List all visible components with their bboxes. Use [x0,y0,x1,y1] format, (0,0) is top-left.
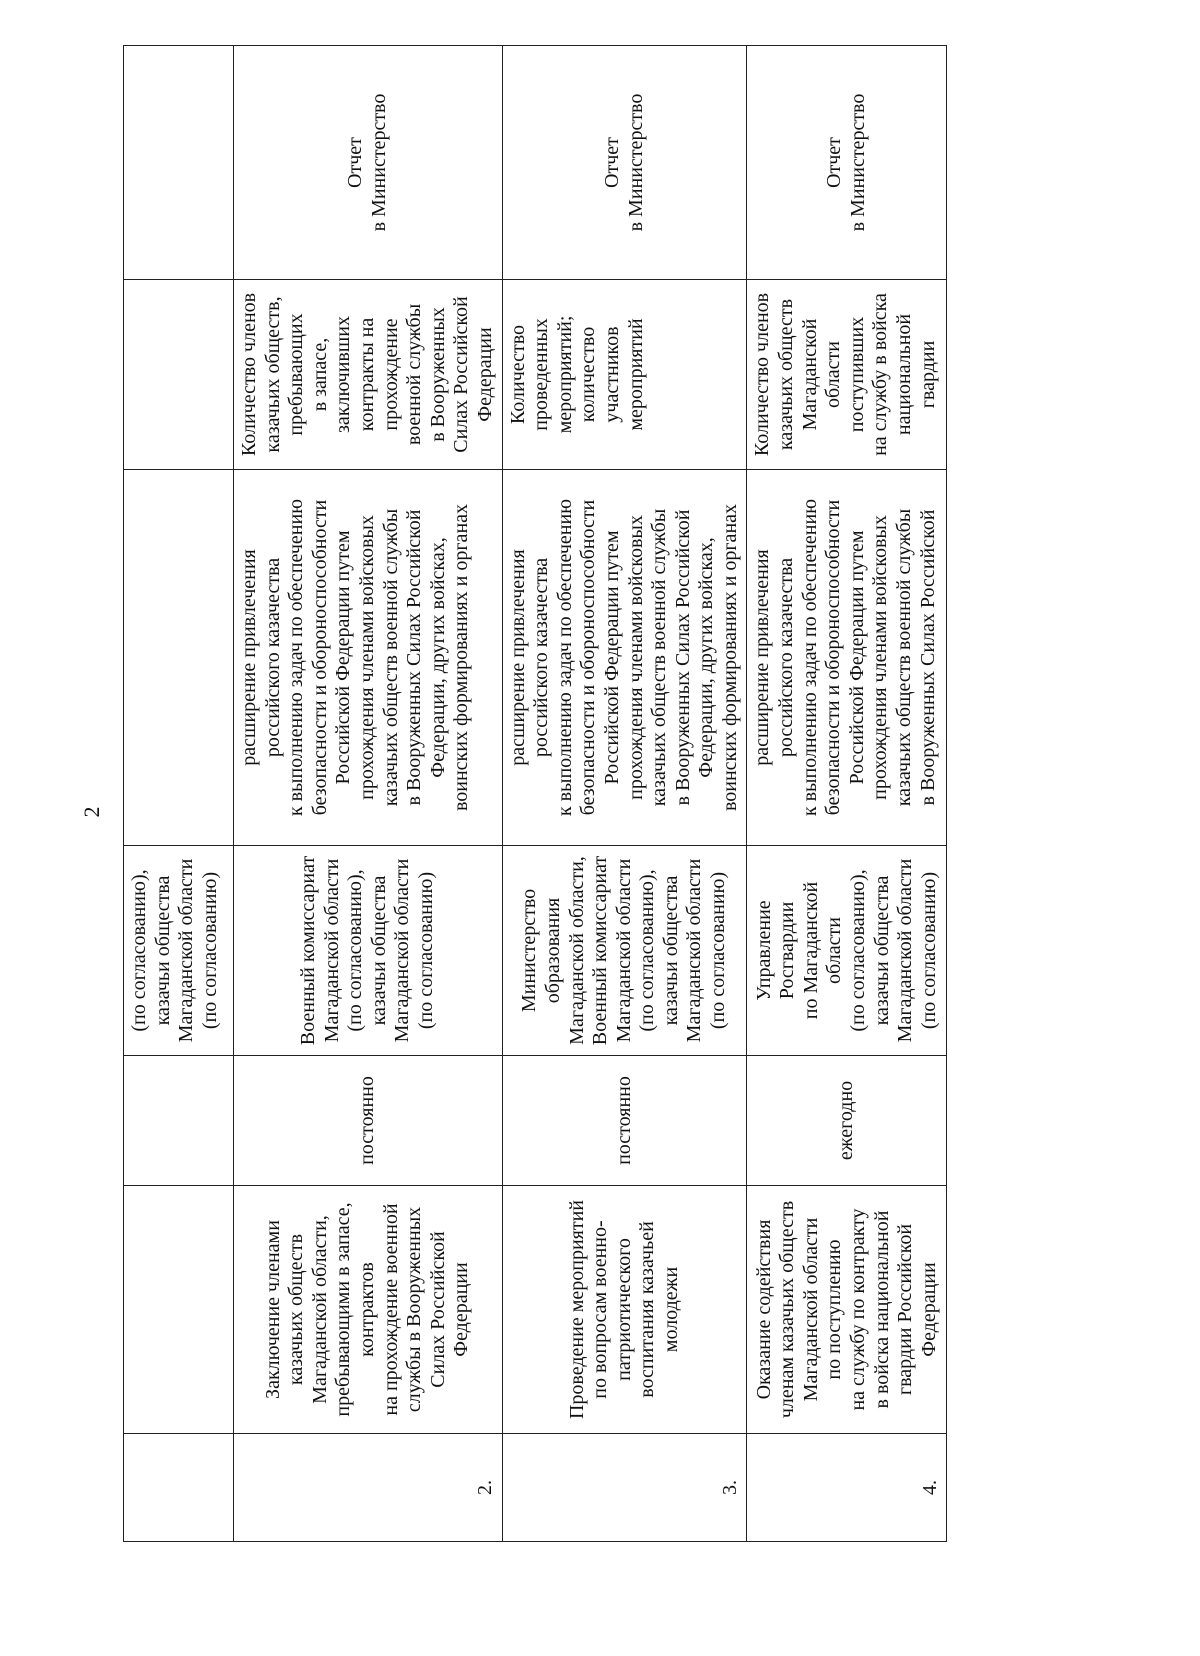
cell-number: 2. [234,1434,503,1542]
cell-term: постоянно [502,1056,747,1186]
cell-number: 3. [502,1434,747,1542]
cell-event: Оказание содействия членам казачьих обществ Магаданской области по поступлению на службу по контракту в войска национальной гвардии Российской Федерации [747,1186,947,1434]
cell-result: расширение привлечения российского казачества к выполнению задач по обеспечению безопасности и обороноспособности Российской Федерации путем прохождения членами войсковых казачьих обществ военной службы в Вооруженных Силах Российской Федерации, других войсках, воинских формированиях и органах [234,470,503,846]
plan-table [123,45,947,1542]
cell-executors: Военный комиссариат Магаданской области (по согласованию), казачьи общества Магаданской области (по согласованию) [234,846,503,1056]
cell-indicator: Количество членов казачьих обществ Магаданской области поступивших на службу в войска национальной гвардии [747,280,947,470]
cell-indicator [124,280,234,470]
rotated-page-content [79,46,941,1542]
cell-term: ежегодно [747,1056,947,1186]
cell-result: расширение привлечения российского казачества к выполнению задач по обеспечению безопасности и обороноспособности Российской Федерации путем прохождения членами войсковых казачьих обществ военной службы в Вооруженных Силах Российской [747,470,947,846]
cell-event: Проведение мероприятий по вопросам военно- патриотического воспитания казачьей молодежи [502,1186,747,1434]
cell-result: расширение привлечения российского казачества к выполнению задач по обеспечению безопасности и обороноспособности Российской Федерации путем прохождения членами войсковых казачьих обществ военной службы в Вооруженных Силах Российской Федерации, других войсках, воинских формированиях и органах [502,470,747,846]
cell-report: Отчет в Министерство [747,46,947,280]
cell-event: Заключение членами казачьих обществ Магаданской области, пребывающими в запасе, контрактов на прохождение военной службы в Вооруженных Силах Российской Федерации [234,1186,503,1434]
cell-report [124,46,234,280]
cell-number [124,1434,234,1542]
cell-term: постоянно [234,1056,503,1186]
cell-report: Отчет в Министерство [234,46,503,280]
cell-event [124,1186,234,1434]
cell-report: Отчет в Министерство [502,46,747,280]
table-row-continuation [124,46,234,1542]
cell-number: 4. [747,1434,947,1542]
cell-term [124,1056,234,1186]
cell-executors: Управление Росгвардии по Магаданской области (по согласованию), казачьи общества Магаданской области (по согласованию) [747,846,947,1056]
cell-indicator: Количество членов казачьих обществ, пребывающих в запасе, заключивших контракты на прохождение военной службы в Вооруженных Силах Российской Федерации [234,280,503,470]
table-row [234,46,503,1542]
table-row [502,46,747,1542]
cell-executors: (по согласованию), казачьи общества Магаданской области (по согласованию) [124,846,234,1056]
page-number: 2 [79,806,104,818]
cell-result [124,470,234,846]
table-row [747,46,947,1542]
cell-indicator: Количество проведенных мероприятий; количество участников мероприятий [502,280,747,470]
cell-executors: Министерство образования Магаданской области, Военный комиссариат Магаданской области (по согласованию), казачьи общества Магаданской области (по согласованию) [502,846,747,1056]
